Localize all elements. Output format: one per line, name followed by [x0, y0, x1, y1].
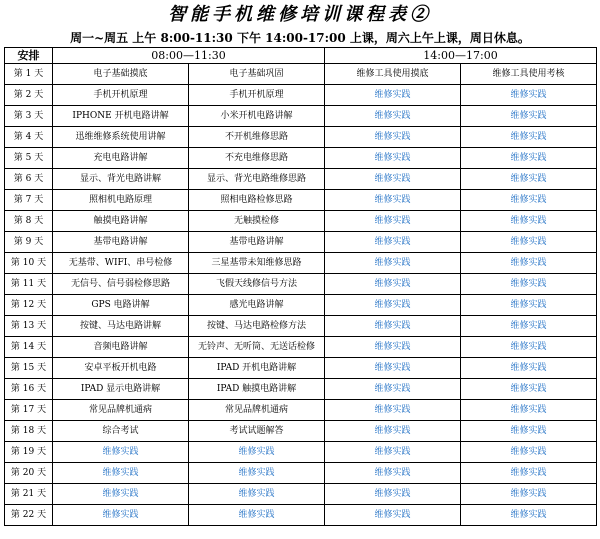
morning-session-1-cell: 照相机电路原理	[53, 190, 189, 211]
morning-session-1-cell: IPHONE 开机电路讲解	[53, 106, 189, 127]
afternoon-session-2-cell: 维修实践	[461, 148, 597, 169]
morning-session-2-cell: 基带电路讲解	[189, 232, 325, 253]
morning-session-2-cell: 不充电维修思路	[189, 148, 325, 169]
morning-session-1-cell: 充电电路讲解	[53, 148, 189, 169]
afternoon-session-2-cell: 维修实践	[461, 337, 597, 358]
morning-session-1-cell: 无信号、信号弱检修思路	[53, 274, 189, 295]
afternoon-session-1-cell: 维修实践	[325, 127, 461, 148]
afternoon-session-1-cell: 维修实践	[325, 295, 461, 316]
afternoon-session-1-cell: 维修实践	[325, 463, 461, 484]
table-row	[5, 127, 597, 148]
morning-session-2-cell: 手机开机原理	[189, 85, 325, 106]
morning-session-2-cell: 维修实践	[189, 463, 325, 484]
table-row	[5, 274, 597, 295]
morning-session-1-cell: 安卓平板开机电路	[53, 358, 189, 379]
day-cell: 第 15 天	[5, 358, 53, 379]
morning-session-2-cell: IPAD 触摸电路讲解	[189, 379, 325, 400]
afternoon-session-2-cell: 维修实践	[461, 169, 597, 190]
table-row	[5, 232, 597, 253]
day-cell: 第 7 天	[5, 190, 53, 211]
afternoon-session-1-cell: 维修实践	[325, 358, 461, 379]
morning-session-2-cell: 感光电路讲解	[189, 295, 325, 316]
header-morning: 08:00—11:30	[53, 48, 325, 64]
afternoon-session-1-cell: 维修实践	[325, 169, 461, 190]
afternoon-session-1-cell: 维修实践	[325, 190, 461, 211]
day-cell: 第 13 天	[5, 316, 53, 337]
afternoon-session-2-cell: 维修实践	[461, 505, 597, 526]
schedule-table	[4, 47, 597, 526]
morning-session-1-cell: 触摸电路讲解	[53, 211, 189, 232]
table-row	[5, 253, 597, 274]
afternoon-session-2-cell: 维修实践	[461, 295, 597, 316]
morning-session-1-cell: 维修实践	[53, 442, 189, 463]
afternoon-session-1-cell: 维修实践	[325, 400, 461, 421]
afternoon-session-2-cell: 维修实践	[461, 316, 597, 337]
afternoon-session-2-cell: 维修实践	[461, 421, 597, 442]
morning-session-2-cell: 维修实践	[189, 484, 325, 505]
morning-session-2-cell: 飞假天线修信号方法	[189, 274, 325, 295]
afternoon-session-1-cell: 维修工具使用摸底	[325, 64, 461, 85]
morning-session-1-cell: 显示、背光电路讲解	[53, 169, 189, 190]
table-row	[5, 421, 597, 442]
day-cell: 第 21 天	[5, 484, 53, 505]
afternoon-session-2-cell: 维修工具使用考核	[461, 64, 597, 85]
table-row	[5, 106, 597, 127]
day-cell: 第 4 天	[5, 127, 53, 148]
morning-session-1-cell: 基带电路讲解	[53, 232, 189, 253]
morning-session-1-cell: 维修实践	[53, 505, 189, 526]
table-row	[5, 295, 597, 316]
afternoon-session-1-cell: 维修实践	[325, 421, 461, 442]
header-afternoon: 14:00—17:00	[325, 48, 597, 64]
afternoon-session-2-cell: 维修实践	[461, 463, 597, 484]
afternoon-session-1-cell: 维修实践	[325, 505, 461, 526]
day-cell: 第 2 天	[5, 85, 53, 106]
afternoon-session-2-cell: 维修实践	[461, 358, 597, 379]
day-cell: 第 5 天	[5, 148, 53, 169]
day-cell: 第 8 天	[5, 211, 53, 232]
morning-session-1-cell: IPAD 显示电路讲解	[53, 379, 189, 400]
day-cell: 第 19 天	[5, 442, 53, 463]
morning-session-1-cell: 迅维维修系统使用讲解	[53, 127, 189, 148]
afternoon-session-1-cell: 维修实践	[325, 148, 461, 169]
morning-session-1-cell: 维修实践	[53, 484, 189, 505]
morning-session-2-cell: 按键、马达电路检修方法	[189, 316, 325, 337]
afternoon-session-1-cell: 维修实践	[325, 211, 461, 232]
afternoon-session-1-cell: 维修实践	[325, 337, 461, 358]
table-row	[5, 484, 597, 505]
afternoon-session-1-cell: 维修实践	[325, 484, 461, 505]
schedule-subtitle: 周一~周五 上午 8:00-11:30 下午 14:00-17:00 上课，周六上午上课，周日休息。	[70, 31, 530, 45]
day-cell: 第 12 天	[5, 295, 53, 316]
table-row	[5, 442, 597, 463]
morning-session-2-cell: 显示、背光电路维修思路	[189, 169, 325, 190]
day-cell: 第 3 天	[5, 106, 53, 127]
table-row	[5, 358, 597, 379]
afternoon-session-1-cell: 维修实践	[325, 106, 461, 127]
afternoon-session-1-cell: 维修实践	[325, 379, 461, 400]
table-row	[5, 337, 597, 358]
afternoon-session-2-cell: 维修实践	[461, 400, 597, 421]
afternoon-session-1-cell: 维修实践	[325, 316, 461, 337]
afternoon-session-1-cell: 维修实践	[325, 253, 461, 274]
table-row	[5, 316, 597, 337]
day-cell: 第 9 天	[5, 232, 53, 253]
header-arrange: 安排	[5, 48, 53, 64]
table-row	[5, 505, 597, 526]
table-row	[5, 148, 597, 169]
afternoon-session-2-cell: 维修实践	[461, 127, 597, 148]
afternoon-session-2-cell: 维修实践	[461, 85, 597, 106]
header-row	[5, 48, 597, 64]
afternoon-session-2-cell: 维修实践	[461, 190, 597, 211]
day-cell: 第 11 天	[5, 274, 53, 295]
day-cell: 第 14 天	[5, 337, 53, 358]
afternoon-session-2-cell: 维修实践	[461, 211, 597, 232]
afternoon-session-2-cell: 维修实践	[461, 484, 597, 505]
day-cell: 第 17 天	[5, 400, 53, 421]
morning-session-1-cell: 音频电路讲解	[53, 337, 189, 358]
morning-session-1-cell: 电子基础摸底	[53, 64, 189, 85]
morning-session-2-cell: 考试试题解答	[189, 421, 325, 442]
day-cell: 第 16 天	[5, 379, 53, 400]
morning-session-2-cell: 照相电路检修思路	[189, 190, 325, 211]
table-row	[5, 463, 597, 484]
afternoon-session-2-cell: 维修实践	[461, 379, 597, 400]
day-cell: 第 22 天	[5, 505, 53, 526]
morning-session-1-cell: GPS 电路讲解	[53, 295, 189, 316]
morning-session-2-cell: 维修实践	[189, 442, 325, 463]
morning-session-2-cell: 维修实践	[189, 505, 325, 526]
afternoon-session-2-cell: 维修实践	[461, 442, 597, 463]
table-row	[5, 379, 597, 400]
table-row	[5, 190, 597, 211]
day-cell: 第 20 天	[5, 463, 53, 484]
afternoon-session-2-cell: 维修实践	[461, 274, 597, 295]
morning-session-1-cell: 按键、马达电路讲解	[53, 316, 189, 337]
morning-session-1-cell: 维修实践	[53, 463, 189, 484]
morning-session-1-cell: 常见品牌机通病	[53, 400, 189, 421]
afternoon-session-1-cell: 维修实践	[325, 85, 461, 106]
page-title: 智能手机维修培训课程表②	[168, 4, 432, 25]
table-row	[5, 64, 597, 85]
morning-session-2-cell: 不开机维修思路	[189, 127, 325, 148]
afternoon-session-1-cell: 维修实践	[325, 232, 461, 253]
day-cell: 第 1 天	[5, 64, 53, 85]
morning-session-2-cell: 无触摸检修	[189, 211, 325, 232]
morning-session-2-cell: 常见品牌机通病	[189, 400, 325, 421]
day-cell: 第 6 天	[5, 169, 53, 190]
afternoon-session-2-cell: 维修实践	[461, 106, 597, 127]
morning-session-2-cell: 三星基带未知维修思路	[189, 253, 325, 274]
afternoon-session-1-cell: 维修实践	[325, 442, 461, 463]
day-cell: 第 18 天	[5, 421, 53, 442]
morning-session-2-cell: 小米开机电路讲解	[189, 106, 325, 127]
afternoon-session-2-cell: 维修实践	[461, 253, 597, 274]
table-row	[5, 85, 597, 106]
afternoon-session-1-cell: 维修实践	[325, 274, 461, 295]
morning-session-1-cell: 无基带、WIFI、串号检修	[53, 253, 189, 274]
afternoon-session-2-cell: 维修实践	[461, 232, 597, 253]
morning-session-1-cell: 综合考试	[53, 421, 189, 442]
table-row	[5, 400, 597, 421]
day-cell: 第 10 天	[5, 253, 53, 274]
table-row	[5, 211, 597, 232]
morning-session-1-cell: 手机开机原理	[53, 85, 189, 106]
morning-session-2-cell: 电子基础巩固	[189, 64, 325, 85]
morning-session-2-cell: 无铃声、无听筒、无送话检修	[189, 337, 325, 358]
morning-session-2-cell: IPAD 开机电路讲解	[189, 358, 325, 379]
table-row	[5, 169, 597, 190]
